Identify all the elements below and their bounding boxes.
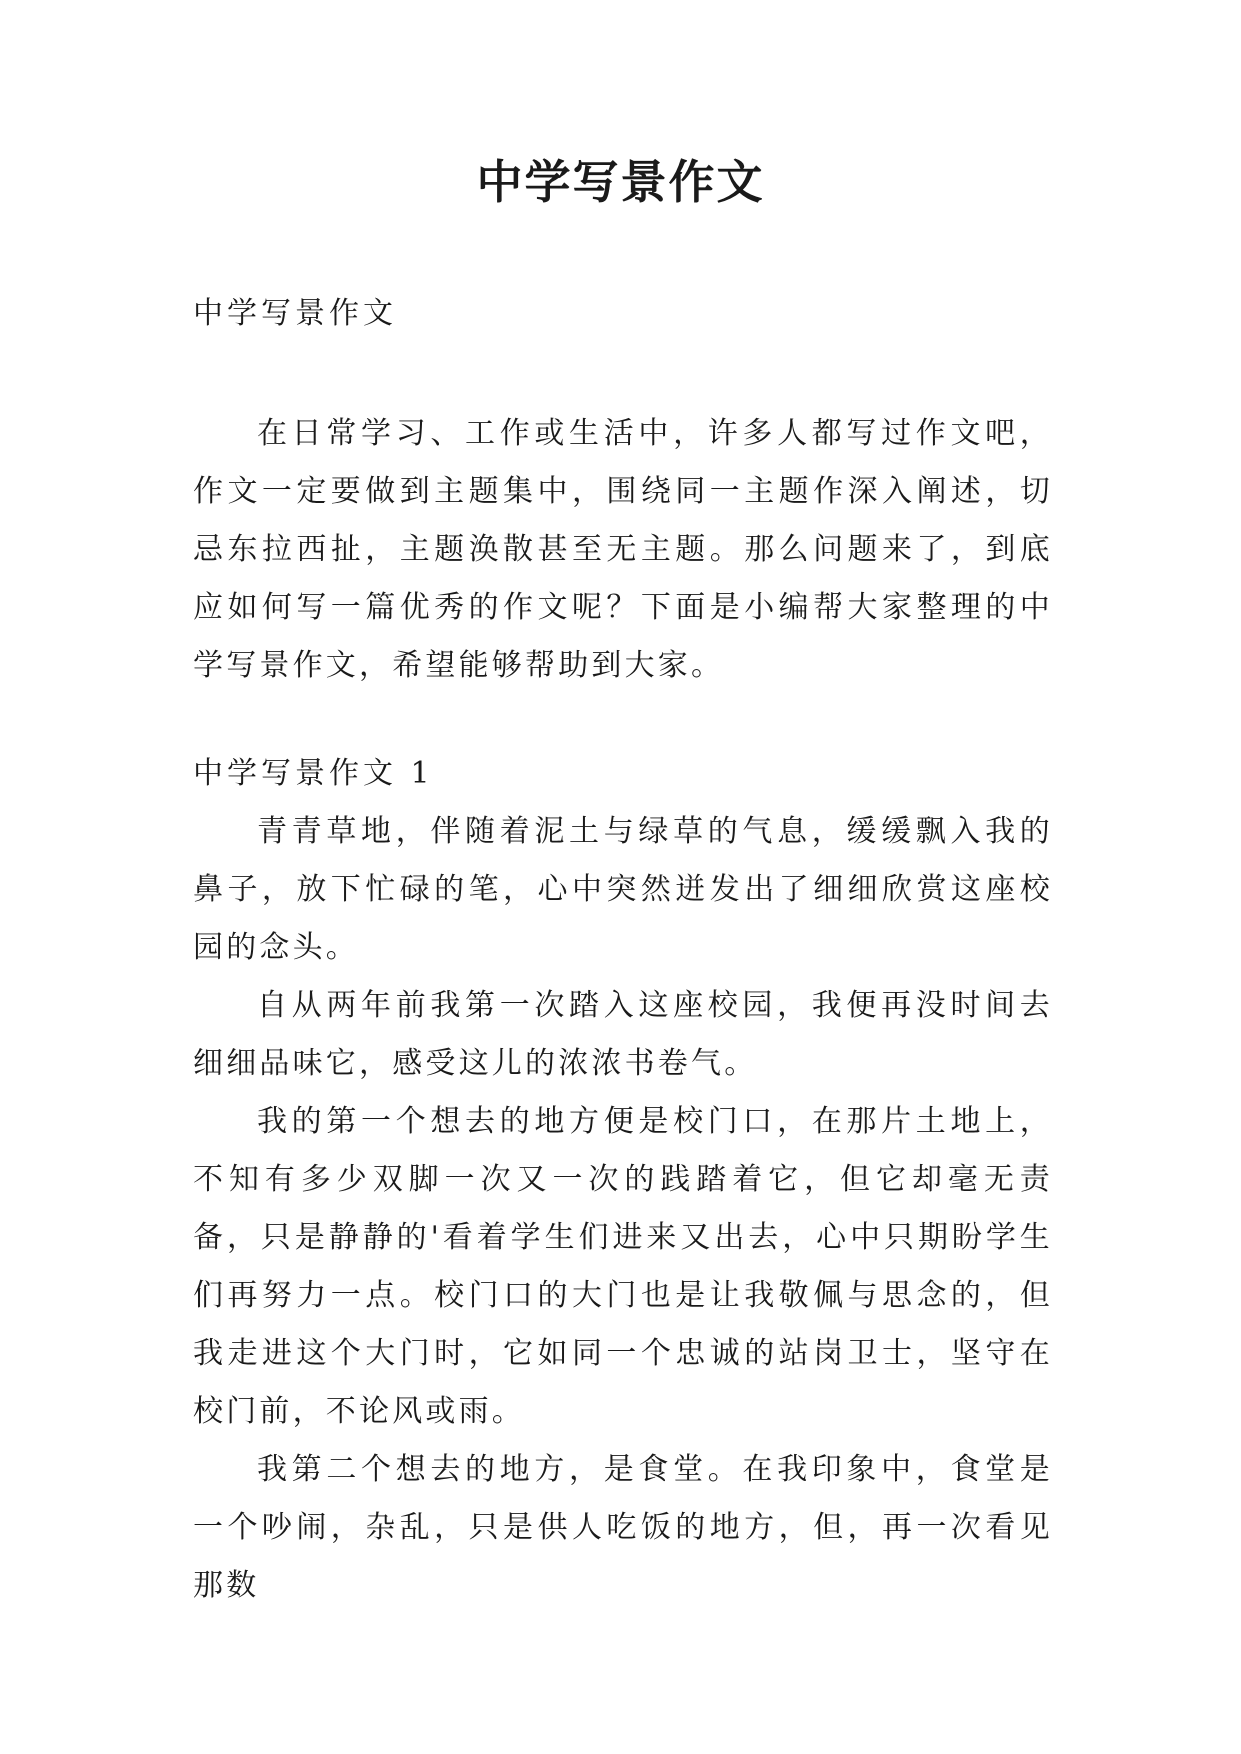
document-subtitle: 中学写景作文 <box>193 296 397 331</box>
intro-paragraph: 在日常学习、工作或生活中，许多人都写过作文吧，作文一定要做到主题集中，围绕同一主题作深入阐述，切忌东拉西扯，主题涣散甚至无主题。那么问题来了，到底应如何写一篇优秀的作文呢？下面是小编帮大家整理的中学写景作文，希望能够帮助到大家。 <box>193 416 1053 683</box>
document-body <box>193 285 1053 1615</box>
body-paragraph: 自从两年前我第一次踏入这座校园，我便再没时间去细细品味它，感受这儿的浓浓书卷气。 <box>193 988 1053 1081</box>
spacer <box>193 343 1053 405</box>
spacer <box>193 695 1053 745</box>
body-paragraph: 我的第一个想去的地方便是校门口，在那片土地上，不知有多少双脚一次又一次的践踏着它，但它却毫无责备，只是静静的'看着学生们进来又出去，心中只期盼学生们再努力一点。校门口的大门也是让我敬佩与思念的，但我走进这个大门时，它如同一个忠诚的站岗卫士，坚守在校门前，不论风或雨。 <box>193 1104 1053 1429</box>
document-title: 中学写景作文 <box>476 155 765 209</box>
body-paragraph: 青青草地，伴随着泥土与绿草的气息，缓缓飘入我的鼻子，放下忙碌的笔，心中突然迸发出了细细欣赏这座校园的念头。 <box>193 814 1053 965</box>
section-heading: 中学写景作文 1 <box>193 756 434 791</box>
body-paragraph: 我第二个想去的地方，是食堂。在我印象中，食堂是一个吵闹，杂乱，只是供人吃饭的地方，但，再一次看见那数 <box>193 1452 1053 1603</box>
